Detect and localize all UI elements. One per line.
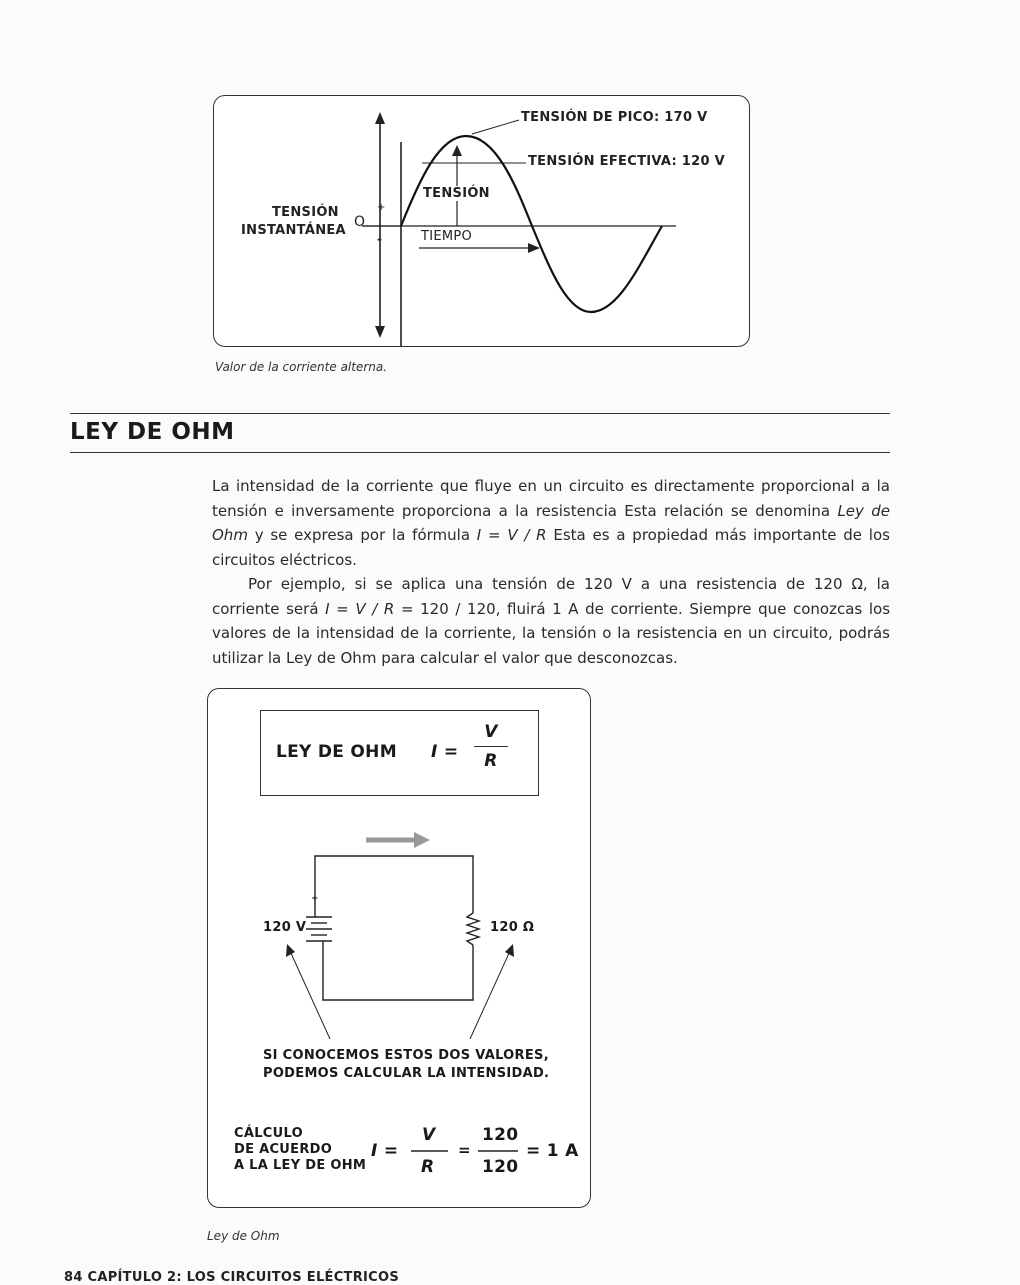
paragraph-2 [212, 572, 890, 670]
calc-numerator-v: V [422, 1125, 436, 1145]
note-line-1: SI CONOCEMOS ESTOS DOS VALORES, [263, 1048, 549, 1063]
up-arrow-icon [375, 112, 385, 124]
resistor-icon [467, 913, 479, 945]
calc-label-line-3: A LA LEY DE OHM [234, 1158, 367, 1173]
p2-text-a: Por ejemplo, si se aplica una tensión de 120 V a una resistencia de 120 Ω, la corriente será [212, 575, 890, 618]
calc-denominator-r: R [421, 1157, 435, 1177]
zero-label: O [354, 214, 366, 230]
figure2-caption: Ley de Ohm [207, 1229, 280, 1243]
resistance-pointer-line [470, 951, 510, 1039]
figure1-caption: Valor de la corriente alterna. [215, 360, 388, 374]
voltage-value: 120 V [263, 920, 307, 935]
peak-voltage-label: TENSIÓN DE PICO: 170 V [521, 110, 708, 125]
peak-leader [472, 120, 519, 134]
p2-formula: I = V / R [325, 599, 395, 618]
p2-text-b: = 120 / 120, fluirá 1 A de corriente. Siempre que conozcas los valores de la intensidad de la corriente, la tensión o la resistencia en un circuito, podrás utilizar la Ley de Ohm para calcular el valor que desconozcas. [212, 599, 891, 667]
formula-denominator: R [484, 751, 498, 771]
calc-result: = 1 A [526, 1141, 579, 1161]
paragraph-1 [212, 474, 890, 572]
battery-plus-sign: + [311, 894, 319, 904]
calc-label-line-1: CÁLCULO [234, 1126, 303, 1141]
formula-box-title: LEY DE OHM [276, 742, 397, 762]
voltage-pointer-line [290, 951, 330, 1039]
current-flow-arrow-head-icon [414, 832, 430, 848]
sine-wave-diagram [214, 96, 751, 348]
calc-label-line-2: DE ACUERDO [234, 1142, 333, 1157]
calc-lhs: I = [371, 1141, 399, 1161]
p1-text-a: La intensidad de la corriente que fluye en un circuito es directamente proporcional a la tensión e inversamente proporciona a la resistencia Esta relación se denomina [212, 477, 890, 520]
instant-voltage-label-line2: INSTANTÁNEA [241, 223, 346, 238]
minus-sign: - [377, 232, 382, 246]
down-arrow-icon [375, 326, 385, 338]
voltage-label: TENSIÓN [423, 186, 490, 201]
page-footer: 84 CAPÍTULO 2: LOS CIRCUITOS ELÉCTRICOS [64, 1270, 400, 1285]
ac-voltage-figure [213, 95, 750, 347]
effective-voltage-label: TENSIÓN EFECTIVA: 120 V [528, 154, 725, 169]
note-line-2: PODEMOS CALCULAR LA INTENSIDAD. [263, 1066, 550, 1081]
ohms-law-figure [207, 688, 591, 1208]
circuit-wire-top [315, 856, 473, 913]
p1-formula: I = V / R [476, 526, 547, 544]
voltage-pointer-head-icon [286, 944, 295, 957]
resistance-pointer-head-icon [505, 944, 514, 957]
section-rule-bottom [70, 452, 890, 453]
time-label: TIEMPO [421, 229, 473, 244]
section-title: LEY DE OHM [70, 419, 235, 445]
voltage-arrow-head-icon [452, 145, 462, 156]
p1-text-b: y se expresa por la fórmula [247, 526, 477, 544]
calc-equals: = [458, 1141, 471, 1159]
resistance-value: 120 Ω [490, 920, 535, 935]
plus-sign: + [377, 202, 386, 213]
p1-term: Ley de Ohm [212, 501, 890, 544]
formula-numerator: V [484, 722, 498, 742]
section-rule-top [70, 413, 890, 414]
calc-numerator-120: 120 [482, 1125, 519, 1145]
circuit-wire-bottom [323, 941, 473, 1000]
instant-voltage-label-line1: TENSIÓN [272, 205, 339, 220]
time-arrow-head-icon [528, 243, 540, 253]
p1-text-c: Esta es a propiedad más importante de los circuitos eléctricos. [212, 526, 890, 569]
formula-lhs: I = [431, 742, 459, 762]
calc-denominator-120: 120 [482, 1157, 519, 1177]
